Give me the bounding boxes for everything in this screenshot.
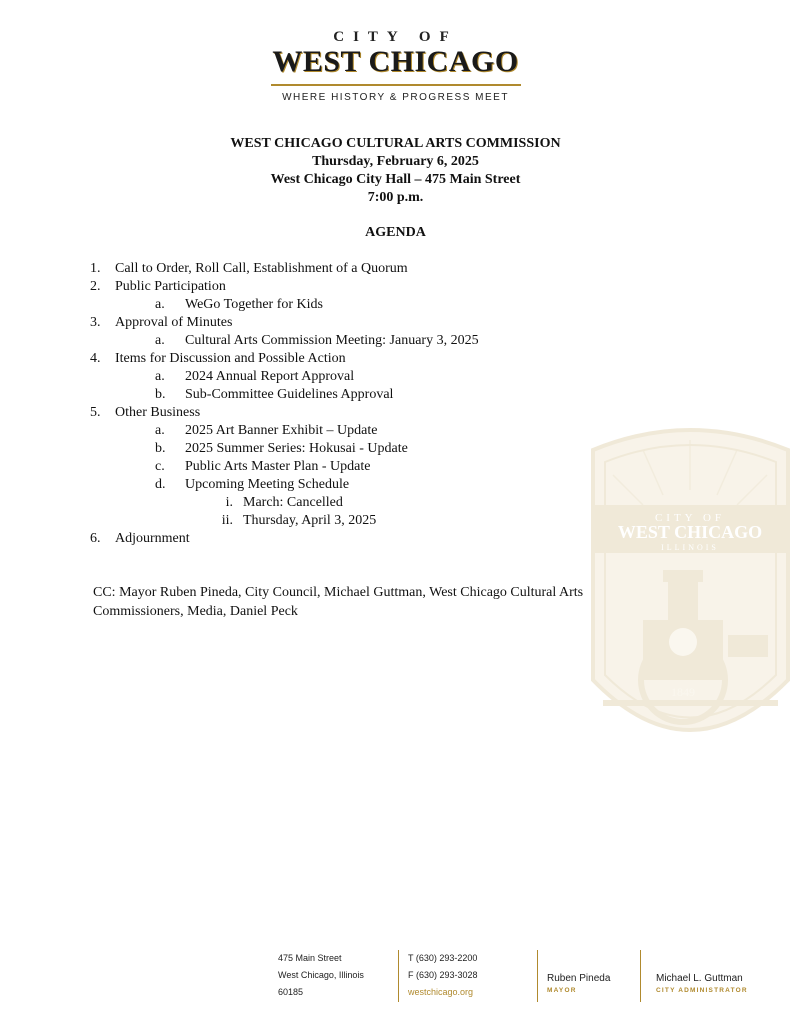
- seal-west-chicago: WEST CHICAGO: [617, 522, 763, 542]
- seal-year: 1849: [671, 685, 695, 699]
- agenda-subitem: [90, 440, 650, 458]
- footer-divider: [398, 950, 399, 1002]
- mayor-name: Ruben Pineda: [547, 973, 611, 984]
- agenda-subitem: [90, 386, 650, 404]
- item-number: 4.: [90, 351, 101, 366]
- subitem-letter: d.: [155, 477, 166, 492]
- meeting-time: 7:00 p.m.: [367, 190, 424, 205]
- logo-rule: [271, 84, 521, 86]
- agenda-heading: AGENDA: [365, 225, 426, 240]
- address-city: West Chicago, Illinois: [278, 970, 364, 980]
- footer-mayor: [547, 972, 610, 996]
- subsubitem-numeral: i.: [225, 495, 233, 510]
- subitem-letter: a.: [155, 333, 165, 348]
- footer-phone: T (630) 293-2200: [408, 953, 478, 963]
- agenda-item: [90, 278, 650, 296]
- item-text: Other Business: [115, 405, 201, 420]
- subsubitem-text: Thursday, April 3, 2025: [243, 513, 377, 528]
- subitem-letter: a.: [155, 423, 165, 438]
- subitem-text: Sub-Committee Guidelines Approval: [185, 387, 394, 402]
- subitem-letter: c.: [155, 459, 165, 474]
- address-zip: 60185: [278, 987, 304, 997]
- footer-fax: F (630) 293-3028: [408, 970, 478, 980]
- footer: [0, 950, 791, 1000]
- commission-name: WEST CHICAGO CULTURAL ARTS COMMISSION: [230, 136, 561, 151]
- footer-address: [278, 950, 364, 1001]
- item-text: Public Participation: [115, 279, 226, 294]
- agenda-subitem: [90, 422, 650, 440]
- city-seal-watermark: [583, 420, 791, 770]
- subitem-text: WeGo Together for Kids: [185, 297, 323, 312]
- tagline: WHERE HISTORY & PROGRESS MEET: [282, 92, 509, 103]
- logo-city-of: CITY OF: [333, 29, 458, 45]
- subitem-text: 2025 Art Banner Exhibit – Update: [185, 423, 378, 438]
- subitem-letter: b.: [155, 387, 166, 402]
- agenda-subitem: [90, 476, 650, 494]
- mayor-role: MAYOR: [547, 987, 577, 994]
- administrator-role: CITY ADMINISTRATOR: [656, 987, 748, 994]
- address-street: 475 Main Street: [278, 953, 342, 963]
- item-number: 5.: [90, 405, 101, 420]
- agenda-subitem: [90, 458, 650, 476]
- subitem-text: Cultural Arts Commission Meeting: January 3, 2025: [185, 333, 479, 348]
- subitem-text: 2024 Annual Report Approval: [185, 369, 355, 384]
- footer-administrator: [656, 972, 748, 996]
- item-number: 3.: [90, 315, 101, 330]
- footer-divider: [537, 950, 538, 1002]
- item-number: 2.: [90, 279, 101, 294]
- administrator-name: Michael L. Guttman: [656, 973, 743, 984]
- subsubitem-numeral: ii.: [221, 513, 233, 528]
- agenda-item: [90, 350, 650, 368]
- meeting-date: Thursday, February 6, 2025: [312, 154, 479, 169]
- item-number: 1.: [90, 261, 101, 276]
- item-text: Adjournment: [115, 531, 190, 546]
- agenda-item: [90, 260, 650, 278]
- footer-divider: [640, 950, 641, 1002]
- agenda-item: [90, 530, 650, 548]
- footer-website-link[interactable]: westchicago.org: [408, 987, 474, 997]
- agenda-subsubitem: [90, 512, 650, 530]
- footer-contact: [408, 950, 478, 1001]
- cc-line-2: Commissioners, Media, Daniel Peck: [93, 604, 298, 619]
- meeting-title-block: [0, 135, 791, 207]
- agenda-subitem: [90, 296, 650, 314]
- city-logo: [0, 28, 791, 86]
- item-number: 6.: [90, 531, 101, 546]
- agenda-item: [90, 404, 650, 422]
- cc-line-1: CC: Mayor Ruben Pineda, City Council, Michael Guttman, West Chicago Cultural Arts: [93, 585, 584, 600]
- subitem-text: Public Arts Master Plan - Update: [185, 459, 371, 474]
- subitem-letter: b.: [155, 441, 166, 456]
- agenda-subsubitem: [90, 494, 650, 512]
- meeting-location: West Chicago City Hall – 475 Main Street: [270, 172, 521, 187]
- seal-illinois: ILLINOIS: [661, 543, 719, 552]
- subitem-text: 2025 Summer Series: Hokusai - Update: [185, 441, 408, 456]
- subitem-letter: a.: [155, 369, 165, 384]
- seal-city-of: CITY OF: [654, 512, 726, 524]
- agenda-subitem: [90, 368, 650, 386]
- item-text: Approval of Minutes: [115, 315, 233, 330]
- cc-distribution: [93, 583, 663, 621]
- agenda-list: [90, 260, 650, 548]
- subitem-text: Upcoming Meeting Schedule: [185, 477, 350, 492]
- item-text: Call to Order, Roll Call, Establishment of a Quorum: [115, 261, 408, 276]
- subitem-letter: a.: [155, 297, 165, 312]
- agenda-subitem: [90, 332, 650, 350]
- subsubitem-text: March: Cancelled: [243, 495, 343, 510]
- agenda-item: [90, 314, 650, 332]
- logo-west-chicago: WEST CHICAGO: [272, 45, 519, 78]
- item-text: Items for Discussion and Possible Action: [115, 351, 346, 366]
